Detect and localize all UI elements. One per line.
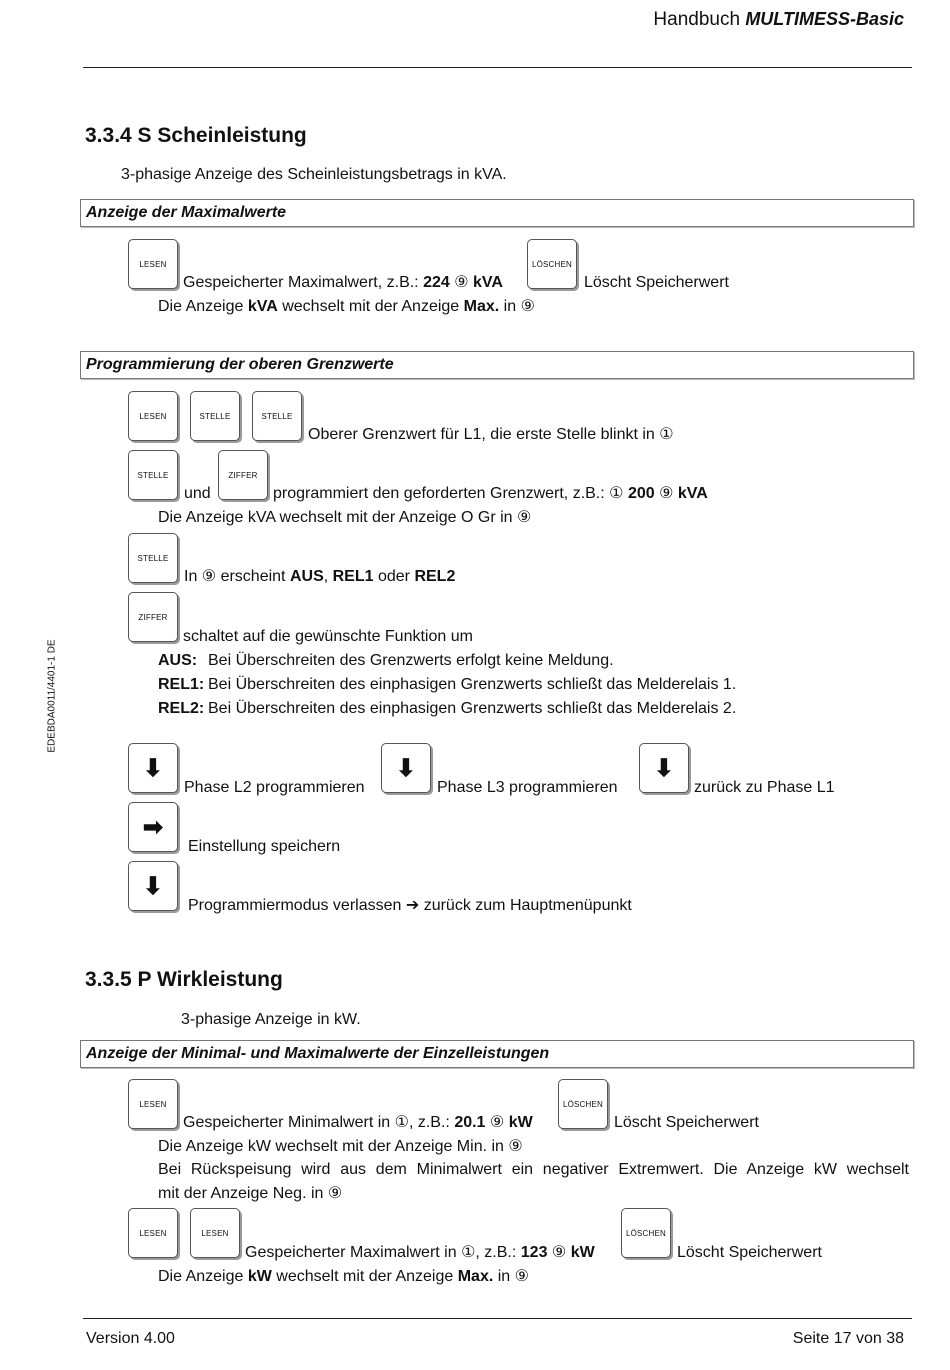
header-title-plain: Handbuch	[653, 9, 741, 30]
option-text: Bei Überschreiten des einphasigen Grenzwerts schließt das Melderelais 2.	[208, 700, 737, 717]
option-aus	[158, 652, 614, 670]
in-a: In ⑨ erscheint	[184, 568, 290, 585]
max-switch-unit: kW	[247, 1268, 272, 1285]
max-value: 123	[520, 1244, 548, 1261]
max-switch-b: wechselt mit der Anzeige	[271, 1268, 458, 1285]
option-label: REL2:	[158, 700, 205, 717]
max-text-a: Gespeicherter Maximalwert, z.B.:	[183, 274, 424, 291]
subsection-title: Anzeige der Minimal- und Maximalwerte der Einzelleistungen	[86, 1045, 550, 1062]
subsection-title: Anzeige der Maximalwerte	[86, 204, 287, 221]
lesen-key[interactable]: LESEN	[128, 239, 178, 289]
max-text-b: ⑨	[449, 274, 474, 291]
max-a: Gespeicherter Maximalwert in ①, z.B.:	[245, 1244, 521, 1261]
ogr-text: Die Anzeige kVA wechselt mit der Anzeige O Gr in ⑨	[158, 509, 532, 526]
subsection-box-grenzwerte	[80, 351, 914, 379]
option-text: Bei Überschreiten des Grenzwerts erfolgt keine Meldung.	[208, 652, 614, 669]
loescht-text: Löscht Speicherwert	[584, 274, 729, 291]
prog-b: ⑨	[654, 485, 678, 502]
lesen-key[interactable]: LESEN	[128, 391, 178, 441]
section-heading-3-3-4: 3.3.4 S Scheinleistung	[85, 124, 307, 147]
loeschen-key[interactable]: LÖSCHEN	[621, 1208, 671, 1258]
switch-a: Die Anzeige	[158, 298, 248, 315]
phase-l3-text: Phase L3 programmieren	[437, 779, 618, 796]
stelle-key[interactable]: STELLE	[190, 391, 240, 441]
rel1-word: REL1	[332, 568, 374, 585]
max-value-text	[183, 274, 503, 292]
obere-grenzwert-text: Oberer Grenzwert für L1, die erste Stelle blinkt in ①	[308, 426, 674, 443]
option-rel2	[158, 700, 736, 718]
und-text: und	[184, 485, 211, 502]
verlassen-text: Programmiermodus verlassen ➔ zurück zum Hauptmenüpunkt	[188, 897, 632, 914]
arrow-down-key[interactable]: ⬇	[381, 743, 431, 793]
header-rule	[83, 67, 912, 68]
zurueck-l1-text: zurück zu Phase L1	[694, 779, 835, 796]
max-unit: kW	[570, 1244, 595, 1261]
comma: ,	[323, 568, 333, 585]
einstellung-text: Einstellung speichern	[188, 838, 341, 855]
max-switch-a: Die Anzeige	[158, 1268, 248, 1285]
phase-l2-text: Phase L2 programmieren	[184, 779, 365, 796]
in-erscheint-text	[184, 568, 455, 586]
side-doc-id: EDEBDA0011/4401-1 DE	[46, 639, 58, 753]
min-a: Gespeicherter Minimalwert in ①, z.B.:	[183, 1114, 455, 1131]
arrow-down-key[interactable]: ⬇	[639, 743, 689, 793]
loeschen-key[interactable]: LÖSCHEN	[558, 1079, 608, 1129]
arrow-right-key[interactable]: ➡	[128, 802, 178, 852]
max-value: 224	[423, 274, 450, 291]
max-value-text	[245, 1244, 595, 1262]
aus-word: AUS	[289, 568, 324, 585]
option-rel1	[158, 676, 736, 694]
lesen-key[interactable]: LESEN	[190, 1208, 240, 1258]
footer-page-number: Seite 17 von 38	[792, 1330, 904, 1347]
loeschen-key[interactable]: LÖSCHEN	[527, 239, 577, 289]
subsection-box-maximalwerte	[80, 199, 914, 227]
prog-value: 200	[627, 485, 655, 502]
section-intro: 3-phasige Anzeige in kW.	[181, 1011, 361, 1028]
prog-unit: kVA	[677, 485, 708, 502]
subsection-title: Programmierung der oberen Grenzwerte	[86, 356, 394, 373]
loescht-text: Löscht Speicherwert	[614, 1114, 759, 1131]
min-switch-text: Die Anzeige kW wechselt mit der Anzeige Min. in ⑨	[158, 1138, 523, 1155]
ziffer-key[interactable]: ZIFFER	[218, 450, 268, 500]
min-unit: kW	[508, 1114, 533, 1131]
rueckspeisung-line1: Bei Rückspeisung wird aus dem Minimalwert ein negativer Extremwert. Die Anzeige kW wechselt	[158, 1161, 909, 1178]
schaltet-text: schaltet auf die gewünschte Funktion um	[183, 628, 473, 645]
switch-b: wechselt mit der Anzeige	[277, 298, 464, 315]
section-intro: 3-phasige Anzeige des Scheinleistungsbetrags in kVA.	[121, 166, 507, 183]
oder: oder	[373, 568, 415, 585]
loescht-text: Löscht Speicherwert	[677, 1244, 822, 1261]
lesen-key[interactable]: LESEN	[128, 1079, 178, 1129]
switch-unit: kVA	[247, 298, 278, 315]
arrow-down-key[interactable]: ⬇	[128, 743, 178, 793]
min-value: 20.1	[454, 1114, 486, 1131]
stelle-key[interactable]: STELLE	[128, 533, 178, 583]
stelle-key[interactable]: STELLE	[128, 450, 178, 500]
max-unit: kVA	[473, 274, 503, 291]
stelle-key[interactable]: STELLE	[252, 391, 302, 441]
programmiert-text	[273, 485, 708, 503]
rel2-word: REL2	[414, 568, 456, 585]
max-switch-c: in ⑨	[493, 1268, 529, 1285]
subsection-box-minmax	[80, 1040, 914, 1068]
switch-c: in ⑨	[499, 298, 535, 315]
option-label: REL1:	[158, 676, 205, 693]
lesen-key[interactable]: LESEN	[128, 1208, 178, 1258]
min-value-text	[183, 1114, 533, 1132]
option-text: Bei Überschreiten des einphasigen Grenzwerts schließt das Melderelais 1.	[208, 676, 737, 693]
switch-max: Max.	[463, 298, 500, 315]
prog-a: programmiert den geforderten Grenzwert, z.B.: ①	[273, 485, 628, 502]
footer-rule	[83, 1318, 912, 1319]
max-switch-max: Max.	[457, 1268, 494, 1285]
footer-version: Version 4.00	[86, 1330, 175, 1347]
min-b: ⑨	[485, 1114, 509, 1131]
max-switch-text	[158, 1268, 529, 1286]
switch-text	[158, 298, 535, 316]
header-brand: MULTIMESS-Basic	[745, 9, 904, 29]
option-label: AUS:	[158, 652, 198, 669]
header-title	[653, 8, 904, 31]
rueckspeisung-line2: mit der Anzeige Neg. in ⑨	[158, 1185, 343, 1202]
ziffer-key[interactable]: ZIFFER	[128, 592, 178, 642]
section-heading-3-3-5: 3.3.5 P Wirkleistung	[85, 968, 283, 991]
arrow-down-key[interactable]: ⬇	[128, 861, 178, 911]
max-b: ⑨	[547, 1244, 571, 1261]
